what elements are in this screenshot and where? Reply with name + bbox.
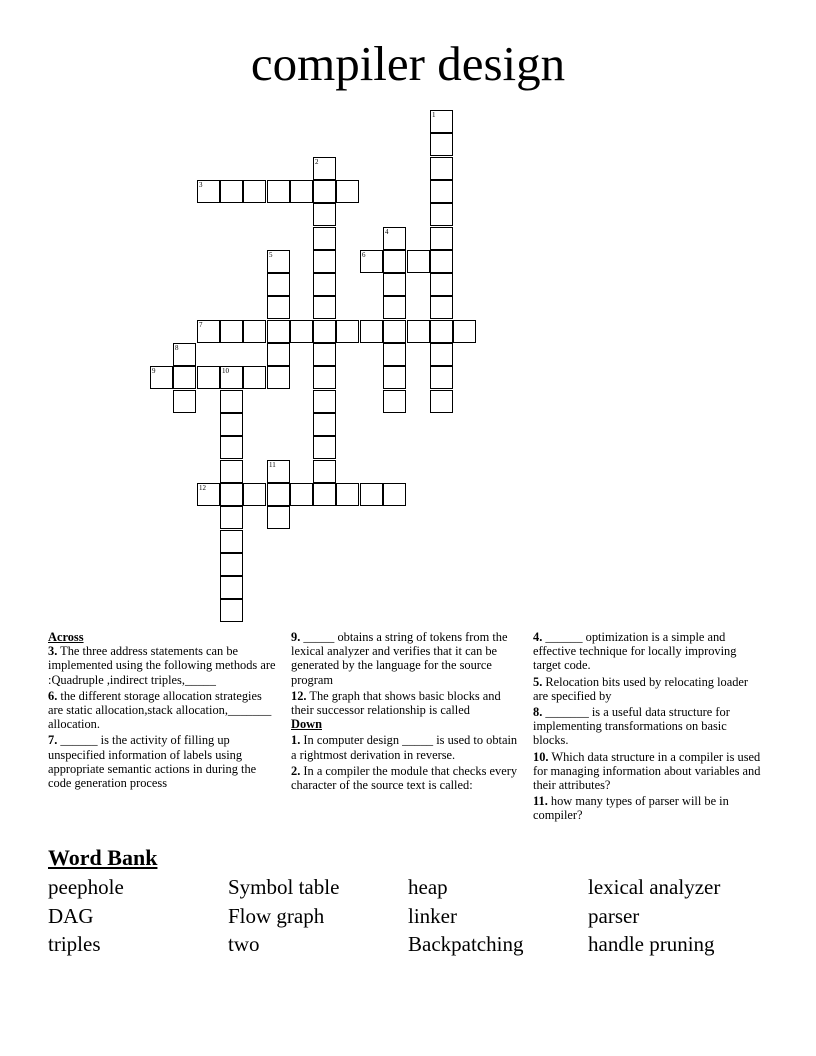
cell-number: 2 bbox=[315, 158, 319, 166]
crossword-cell[interactable] bbox=[313, 413, 336, 436]
crossword-cell[interactable] bbox=[360, 250, 383, 273]
cell-number: 9 bbox=[152, 367, 156, 375]
word-bank-item: heap bbox=[408, 875, 448, 899]
clue-down-10 bbox=[533, 750, 765, 793]
across-heading: Across bbox=[48, 630, 84, 644]
clue-across-9 bbox=[291, 630, 523, 687]
word-bank-heading: Word Bank bbox=[48, 845, 158, 870]
cell-number: 6 bbox=[362, 251, 366, 259]
word-bank-item: peephole bbox=[48, 875, 124, 899]
clue-number: 10. bbox=[533, 749, 549, 764]
crossword-cell[interactable] bbox=[220, 506, 243, 529]
clue-text: _____ obtains a string of tokens from the lexical analyzer and verifies that it can be generated by the language for the source program bbox=[291, 630, 508, 687]
cell-number: 11 bbox=[269, 461, 276, 469]
crossword-cell[interactable] bbox=[173, 366, 196, 389]
cell-number: 1 bbox=[432, 111, 436, 119]
crossword-cell[interactable] bbox=[197, 483, 220, 506]
word-bank-item: parser bbox=[588, 904, 640, 928]
clue-text: In computer design _____ is used to obtain a rightmost derivation in reverse. bbox=[291, 733, 518, 762]
clue-number: 7. bbox=[48, 733, 58, 748]
crossword-cell[interactable] bbox=[383, 390, 406, 413]
crossword-cell[interactable] bbox=[313, 273, 336, 296]
clue-down-11 bbox=[533, 794, 765, 822]
cell-number: 12 bbox=[199, 484, 206, 492]
cell-number: 5 bbox=[269, 251, 273, 259]
crossword-cell[interactable] bbox=[313, 157, 336, 180]
crossword-cell[interactable] bbox=[383, 273, 406, 296]
word-bank-item: linker bbox=[408, 904, 457, 928]
crossword-cell[interactable] bbox=[290, 320, 313, 343]
clue-text: _______ is a useful data structure for implementing transformations on basic blocks. bbox=[533, 705, 730, 748]
crossword-cell[interactable] bbox=[383, 483, 406, 506]
clue-text: Which data structure in a compiler is used for managing information about variables and their attributes? bbox=[533, 749, 761, 793]
clue-text: The graph that shows basic blocks and their successor relationship is called bbox=[291, 688, 501, 718]
crossword-cell[interactable] bbox=[430, 343, 453, 366]
crossword-cell[interactable] bbox=[360, 483, 383, 506]
clue-across-12 bbox=[291, 689, 523, 717]
crossword-cell[interactable] bbox=[313, 180, 336, 203]
clue-number: 5. bbox=[533, 674, 543, 689]
crossword-cell[interactable] bbox=[383, 320, 406, 343]
crossword-cell[interactable] bbox=[336, 320, 359, 343]
crossword-cell[interactable] bbox=[407, 320, 430, 343]
page-title: compiler design bbox=[250, 36, 566, 91]
crossword-cell[interactable] bbox=[430, 366, 453, 389]
clue-text: ______ is the activity of filling up unspecified information of labels using appropriate semantic actions in during the code generation process bbox=[48, 733, 257, 791]
crossword-cell[interactable] bbox=[383, 250, 406, 273]
word-bank-item: Flow graph bbox=[228, 904, 325, 928]
clue-down-5 bbox=[533, 675, 765, 703]
crossword-cell[interactable] bbox=[430, 133, 453, 156]
cell-number: 3 bbox=[199, 181, 203, 189]
clue-across-7 bbox=[48, 733, 276, 790]
crossword-cell[interactable] bbox=[243, 366, 266, 389]
crossword-cell[interactable] bbox=[243, 320, 266, 343]
crossword-cell[interactable] bbox=[173, 390, 196, 413]
crossword-cell[interactable] bbox=[220, 180, 243, 203]
clue-text: ______ optimization is a simple and effective technique for locally improving target code. bbox=[533, 630, 737, 673]
crossword-cell[interactable] bbox=[267, 343, 290, 366]
crossword-cell[interactable] bbox=[313, 227, 336, 250]
crossword-cell[interactable] bbox=[220, 436, 243, 459]
clue-number: 12. bbox=[291, 688, 307, 703]
crossword-cell[interactable] bbox=[290, 180, 313, 203]
clues-column-2 bbox=[291, 630, 523, 792]
clue-number: 3. bbox=[48, 644, 58, 659]
crossword-cell[interactable] bbox=[383, 343, 406, 366]
crossword-cell[interactable] bbox=[267, 460, 290, 483]
clue-across-6 bbox=[48, 689, 276, 732]
crossword-cell[interactable] bbox=[267, 320, 290, 343]
crossword-cell[interactable] bbox=[220, 553, 243, 576]
crossword-cell[interactable] bbox=[220, 320, 243, 343]
crossword-cell[interactable] bbox=[383, 296, 406, 319]
crossword-cell[interactable] bbox=[430, 273, 453, 296]
crossword-cell[interactable] bbox=[243, 180, 266, 203]
clue-number: 9. bbox=[291, 630, 301, 644]
cell-number: 4 bbox=[385, 228, 389, 236]
crossword-cell[interactable] bbox=[267, 296, 290, 319]
crossword-cell[interactable] bbox=[383, 366, 406, 389]
crossword-cell[interactable] bbox=[290, 483, 313, 506]
crossword-cell[interactable] bbox=[313, 203, 336, 226]
crossword-cell[interactable] bbox=[313, 436, 336, 459]
cell-number: 10 bbox=[222, 367, 229, 375]
down-heading: Down bbox=[291, 717, 322, 732]
crossword-cell[interactable] bbox=[220, 576, 243, 599]
crossword-cell[interactable] bbox=[430, 157, 453, 180]
crossword-cell[interactable] bbox=[197, 180, 220, 203]
word-bank-item: DAG bbox=[48, 904, 94, 928]
word-bank-item: lexical analyzer bbox=[588, 875, 721, 899]
crossword-cell[interactable] bbox=[430, 203, 453, 226]
clue-text: In a compiler the module that checks every character of the source text is called: bbox=[291, 763, 518, 793]
word-bank-item: Symbol table bbox=[228, 875, 340, 899]
crossword-cell[interactable] bbox=[313, 296, 336, 319]
word-bank-item: triples bbox=[48, 932, 101, 956]
clue-down-1 bbox=[291, 733, 523, 761]
clue-number: 1. bbox=[291, 733, 301, 748]
clue-text: how many types of parser will be in compiler? bbox=[533, 794, 729, 823]
crossword-cell[interactable] bbox=[430, 320, 453, 343]
crossword-cell[interactable] bbox=[453, 320, 476, 343]
cell-number: 7 bbox=[199, 321, 203, 329]
crossword-cell[interactable] bbox=[267, 250, 290, 273]
crossword-cell[interactable] bbox=[267, 273, 290, 296]
crossword-cell[interactable] bbox=[430, 227, 453, 250]
clues-column-1 bbox=[48, 630, 276, 790]
word-bank-item: two bbox=[228, 932, 260, 956]
crossword-cell[interactable] bbox=[197, 320, 220, 343]
crossword-cell[interactable] bbox=[243, 483, 266, 506]
crossword-cell[interactable] bbox=[220, 530, 243, 553]
crossword-cell[interactable] bbox=[220, 460, 243, 483]
crossword-cell[interactable] bbox=[360, 320, 383, 343]
crossword-cell[interactable] bbox=[220, 599, 243, 622]
cell-number: 8 bbox=[175, 344, 179, 352]
crossword-cell[interactable] bbox=[383, 227, 406, 250]
clue-number: 2. bbox=[291, 763, 301, 778]
clue-text: The three address statements can be implemented using the following methods are :Quadruple ,indirect triples,_____ bbox=[48, 644, 276, 687]
clue-number: 6. bbox=[48, 688, 58, 703]
crossword-cell[interactable] bbox=[430, 250, 453, 273]
crossword-cell[interactable] bbox=[313, 320, 336, 343]
crossword-cell[interactable] bbox=[313, 483, 336, 506]
crossword-cell[interactable] bbox=[313, 460, 336, 483]
crossword-cell[interactable] bbox=[220, 413, 243, 436]
crossword-cell[interactable] bbox=[336, 180, 359, 203]
crossword-cell[interactable] bbox=[336, 483, 359, 506]
crossword-cell[interactable] bbox=[407, 250, 430, 273]
clue-number: 11. bbox=[533, 794, 548, 809]
clue-across-3 bbox=[48, 644, 276, 687]
clue-text: the different storage allocation strategies are static allocation,stack allocation,_______ allocation. bbox=[48, 688, 272, 732]
crossword-cell[interactable] bbox=[197, 366, 220, 389]
crossword-cell[interactable] bbox=[313, 343, 336, 366]
clue-down-2 bbox=[291, 764, 523, 792]
crossword-cell[interactable] bbox=[220, 366, 243, 389]
crossword-cell[interactable] bbox=[430, 180, 453, 203]
word-bank-item: Backpatching bbox=[408, 932, 524, 956]
crossword-cell[interactable] bbox=[313, 250, 336, 273]
clue-down-4 bbox=[533, 630, 765, 673]
word-bank-item: handle pruning bbox=[588, 932, 715, 956]
crossword-cell[interactable] bbox=[220, 390, 243, 413]
crossword-cell[interactable] bbox=[267, 180, 290, 203]
crossword-cell[interactable] bbox=[150, 366, 173, 389]
crossword-cell[interactable] bbox=[267, 506, 290, 529]
crossword-cell[interactable] bbox=[220, 483, 243, 506]
clues-column-3 bbox=[533, 630, 765, 823]
crossword-cell[interactable] bbox=[267, 366, 290, 389]
crossword-cell[interactable] bbox=[267, 483, 290, 506]
clue-down-8 bbox=[533, 705, 765, 748]
crossword-cell[interactable] bbox=[430, 390, 453, 413]
crossword-cell[interactable] bbox=[173, 343, 196, 366]
crossword-cell[interactable] bbox=[430, 110, 453, 133]
clue-text: Relocation bits used by relocating loader are specified by bbox=[533, 674, 749, 703]
crossword-cell[interactable] bbox=[430, 296, 453, 319]
clue-number: 4. bbox=[533, 630, 543, 644]
crossword-cell[interactable] bbox=[313, 390, 336, 413]
crossword-cell[interactable] bbox=[313, 366, 336, 389]
clue-number: 8. bbox=[533, 705, 543, 720]
